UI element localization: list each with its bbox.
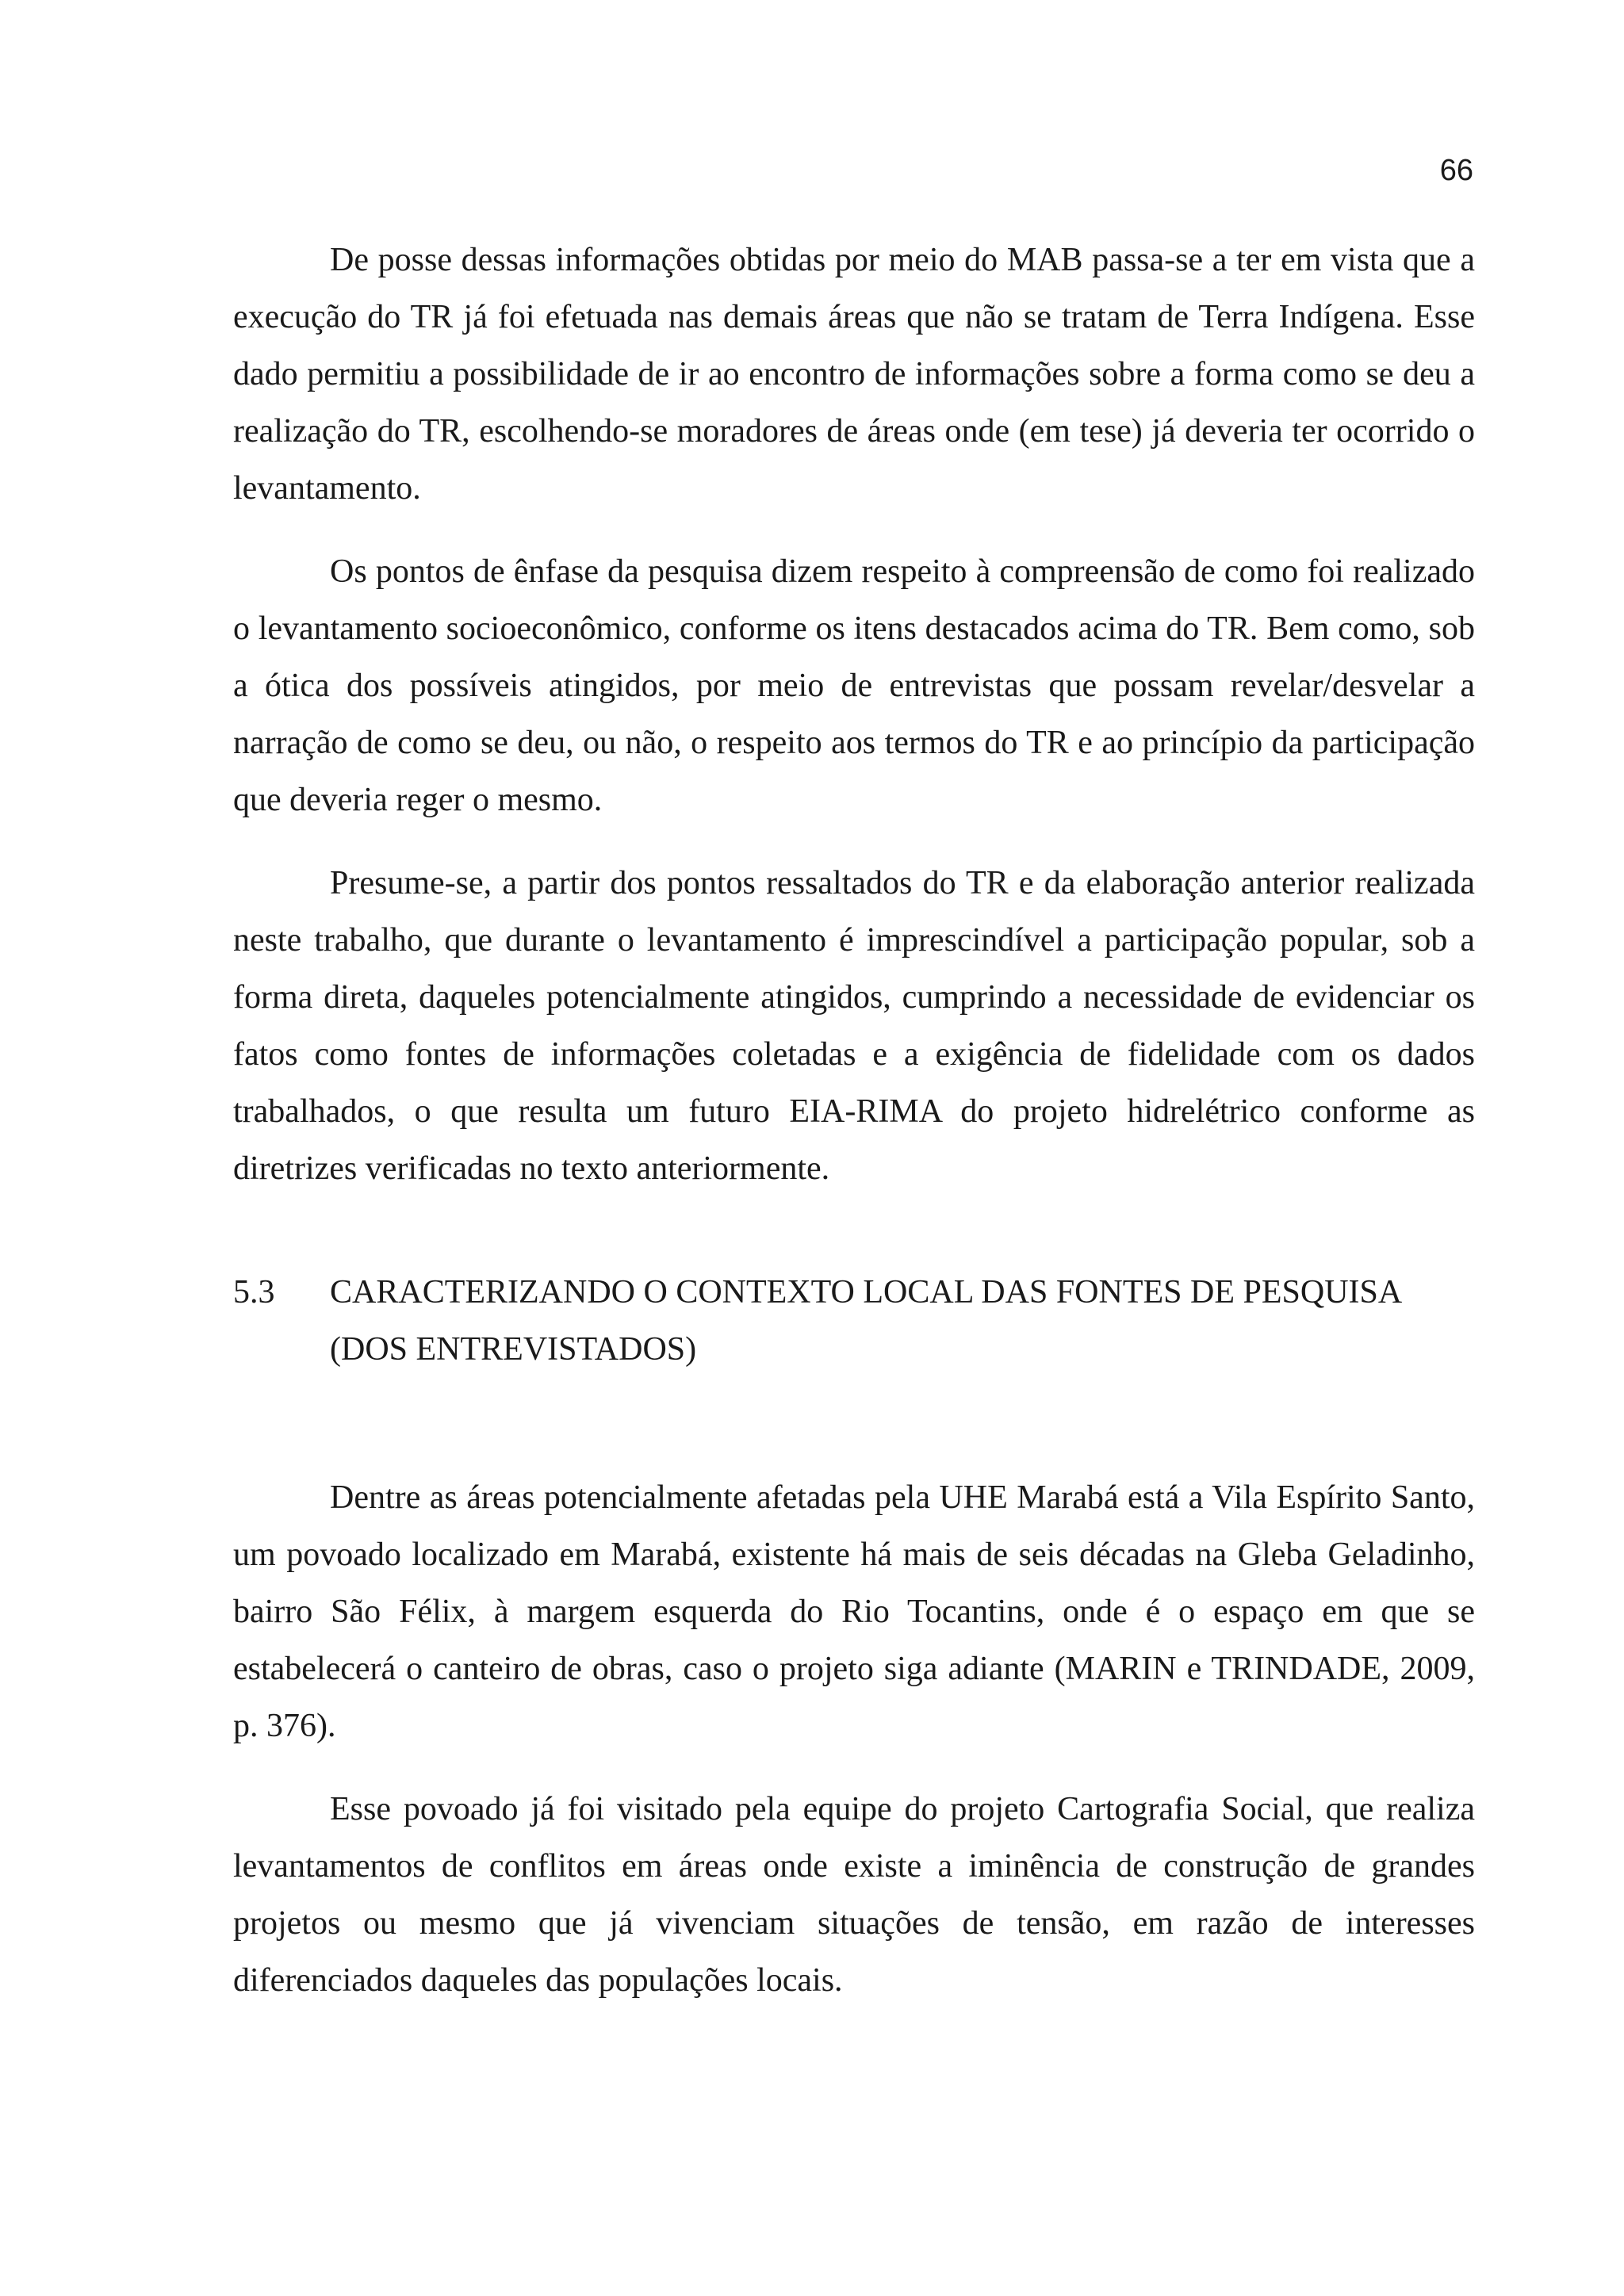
section-title: CARACTERIZANDO O CONTEXTO LOCAL DAS FONTES DE PESQUISA (DOS ENTREVISTADOS): [330, 1274, 1400, 1368]
section-heading: [233, 1264, 1475, 1378]
paragraph: Esse povoado já foi visitado pela equipe do projeto Cartografia Social, que realiza levantamentos de conflitos em áreas onde existe a iminência de construção de grandes projetos ou mesmo que já vivenciam situações de tensão, em razão de interesses diferenciados daqueles das populações locais.: [233, 1791, 1475, 1999]
paragraph: Os pontos de ênfase da pesquisa dizem respeito à compreensão de como foi realizado o levantamento socioeconômico, conforme os itens destacados acima do TR. Bem como, sob a ótica dos possíveis atingidos, por meio de entrevistas que possam revelar/desvelar a narração de como se deu, ou não, o respeito aos termos do TR e ao princípio da participação que deveria reger o mesmo.: [233, 553, 1475, 818]
paragraph: De posse dessas informações obtidas por meio do MAB passa-se a ter em vista que a execução do TR já foi efetuada nas demais áreas que não se tratam de Terra Indígena. Esse dado permitiu a possibilidade de ir ao encontro de informações sobre a forma como se deu a realização do TR, escolhendo-se moradores de áreas onde (em tese) já deveria ter ocorrido o levantamento.: [233, 242, 1475, 507]
document-body: [233, 232, 1475, 2035]
paragraph: Dentre as áreas potencialmente afetadas pela UHE Marabá está a Vila Espírito Santo, um povoado localizado em Marabá, existente há mais de seis décadas na Gleba Geladinho, bairro São Félix, à margem esquerda do Rio Tocantins, onde é o espaço em que se estabelecerá o canteiro de obras, caso o projeto siga adiante (MARIN e TRINDADE, 2009, p. 376).: [233, 1479, 1475, 1744]
section-number: 5.3: [233, 1274, 275, 1311]
paragraph: Presume-se, a partir dos pontos ressaltados do TR e da elaboração anterior realizada neste trabalho, que durante o levantamento é imprescindível a participação popular, sob a forma direta, daqueles potencialmente atingidos, cumprindo a necessidade de evidenciar os fatos como fontes de informações coletadas e a exigência de fidelidade com os dados trabalhados, o que resulta um futuro EIA-RIMA do projeto hidrelétrico conforme as diretrizes verificadas no texto anteriormente.: [233, 865, 1475, 1187]
page-number: 66: [1439, 154, 1473, 187]
